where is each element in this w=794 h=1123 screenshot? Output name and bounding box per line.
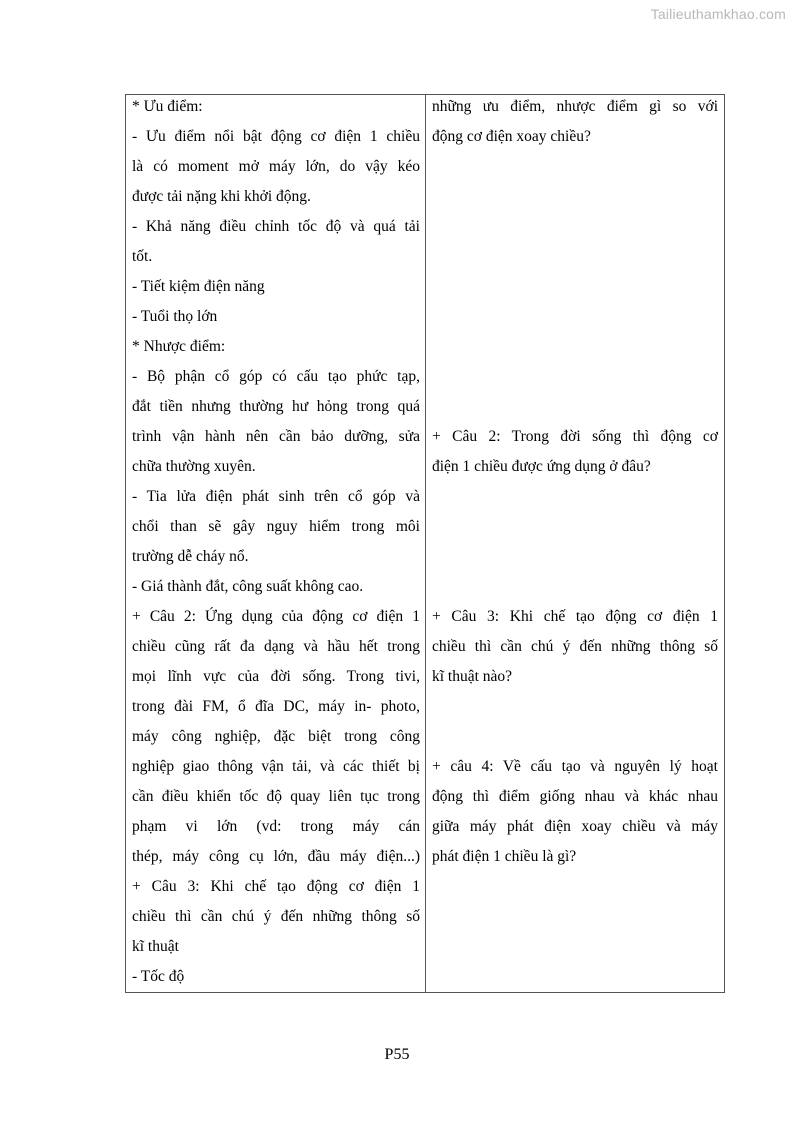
- text-line: động cơ điện xoay chiều?: [432, 128, 591, 145]
- text-line: - Giá thành đắt, công suất không cao.: [132, 578, 364, 595]
- text-line: - Bộ phận cổ góp có cấu tạo phức tạp,: [132, 368, 420, 385]
- text-line: + Câu 3: Khi chế tạo động cơ điện 1: [132, 878, 420, 895]
- text-line: trình vận hành nên cần bảo dưỡng, sửa: [132, 428, 420, 445]
- text-line: + Câu 2: Trong đời sống thì động cơ: [432, 428, 718, 445]
- text-line: cần điều khiển tốc độ quay liên tục trong: [132, 788, 420, 805]
- text-line: kĩ thuật nào?: [432, 668, 513, 685]
- text-line: chữa thường xuyên.: [132, 458, 256, 475]
- text-line: tốt.: [132, 248, 153, 265]
- watermark: Tailieuthamkhao.com: [650, 6, 786, 22]
- text-line: trong đài FM, ổ đĩa DC, máy in- photo,: [132, 698, 420, 715]
- text-line: động thì điểm giống nhau và khác nhau: [432, 788, 718, 805]
- text-line: chổi than sẽ gây nguy hiểm trong môi: [132, 518, 420, 535]
- text-line: + Câu 2: Ứng dụng của động cơ điện 1: [132, 608, 420, 625]
- text-line: * Ưu điểm:: [132, 98, 203, 115]
- text-line: + câu 4: Về cấu tạo và nguyên lý hoạt: [432, 758, 718, 775]
- text-line: - Tia lửa điện phát sinh trên cổ góp và: [132, 488, 420, 505]
- text-line: + Câu 3: Khi chế tạo động cơ điện 1: [432, 608, 718, 625]
- text-line: điện 1 chiều được ứng dụng ở đâu?: [432, 458, 651, 475]
- text-line: nghiệp giao thông vận tải, và các thiết bị: [132, 758, 420, 775]
- text-line: mọi lĩnh vực của đời sống. Trong tivi,: [132, 668, 420, 685]
- text-line: những ưu điểm, nhược điểm gì so với: [432, 98, 718, 115]
- text-line: giữa máy phát điện xoay chiều và máy: [432, 818, 718, 835]
- answer-column: [126, 95, 426, 992]
- question-column: [426, 95, 724, 992]
- page-number: P55: [384, 1046, 410, 1063]
- text-line: đắt tiền nhưng thường hư hỏng trong quá: [132, 398, 420, 415]
- text-line: phát điện 1 chiều là gì?: [432, 848, 577, 865]
- text-line: được tải nặng khi khởi động.: [132, 188, 311, 205]
- text-line: máy công nghiệp, đặc biệt trong công: [132, 728, 420, 745]
- text-line: phạm vi lớn (vd: trong máy cán: [132, 818, 420, 835]
- text-line: - Ưu điểm nổi bật động cơ điện 1 chiều: [132, 128, 420, 145]
- text-line: chiều cũng rất đa dạng và hầu hết trong: [132, 638, 420, 655]
- text-line: chiều thì cần chú ý đến những thông số: [132, 908, 420, 925]
- text-line: - Tốc độ: [132, 968, 185, 985]
- text-line: chiều thì cần chú ý đến những thông số: [432, 638, 718, 655]
- text-line: thép, máy công cụ lớn, đầu máy điện...): [132, 848, 420, 865]
- text-line: - Khả năng điều chỉnh tốc độ và quá tải: [132, 218, 420, 235]
- content-table: [125, 94, 725, 993]
- text-line: * Nhược điểm:: [132, 338, 226, 355]
- text-line: kĩ thuật: [132, 938, 179, 955]
- text-line: - Tuổi thọ lớn: [132, 308, 218, 325]
- text-line: - Tiết kiệm điện năng: [132, 278, 265, 295]
- text-line: trường dễ cháy nổ.: [132, 548, 249, 565]
- text-line: là có moment mở máy lớn, do vậy kéo: [132, 158, 420, 175]
